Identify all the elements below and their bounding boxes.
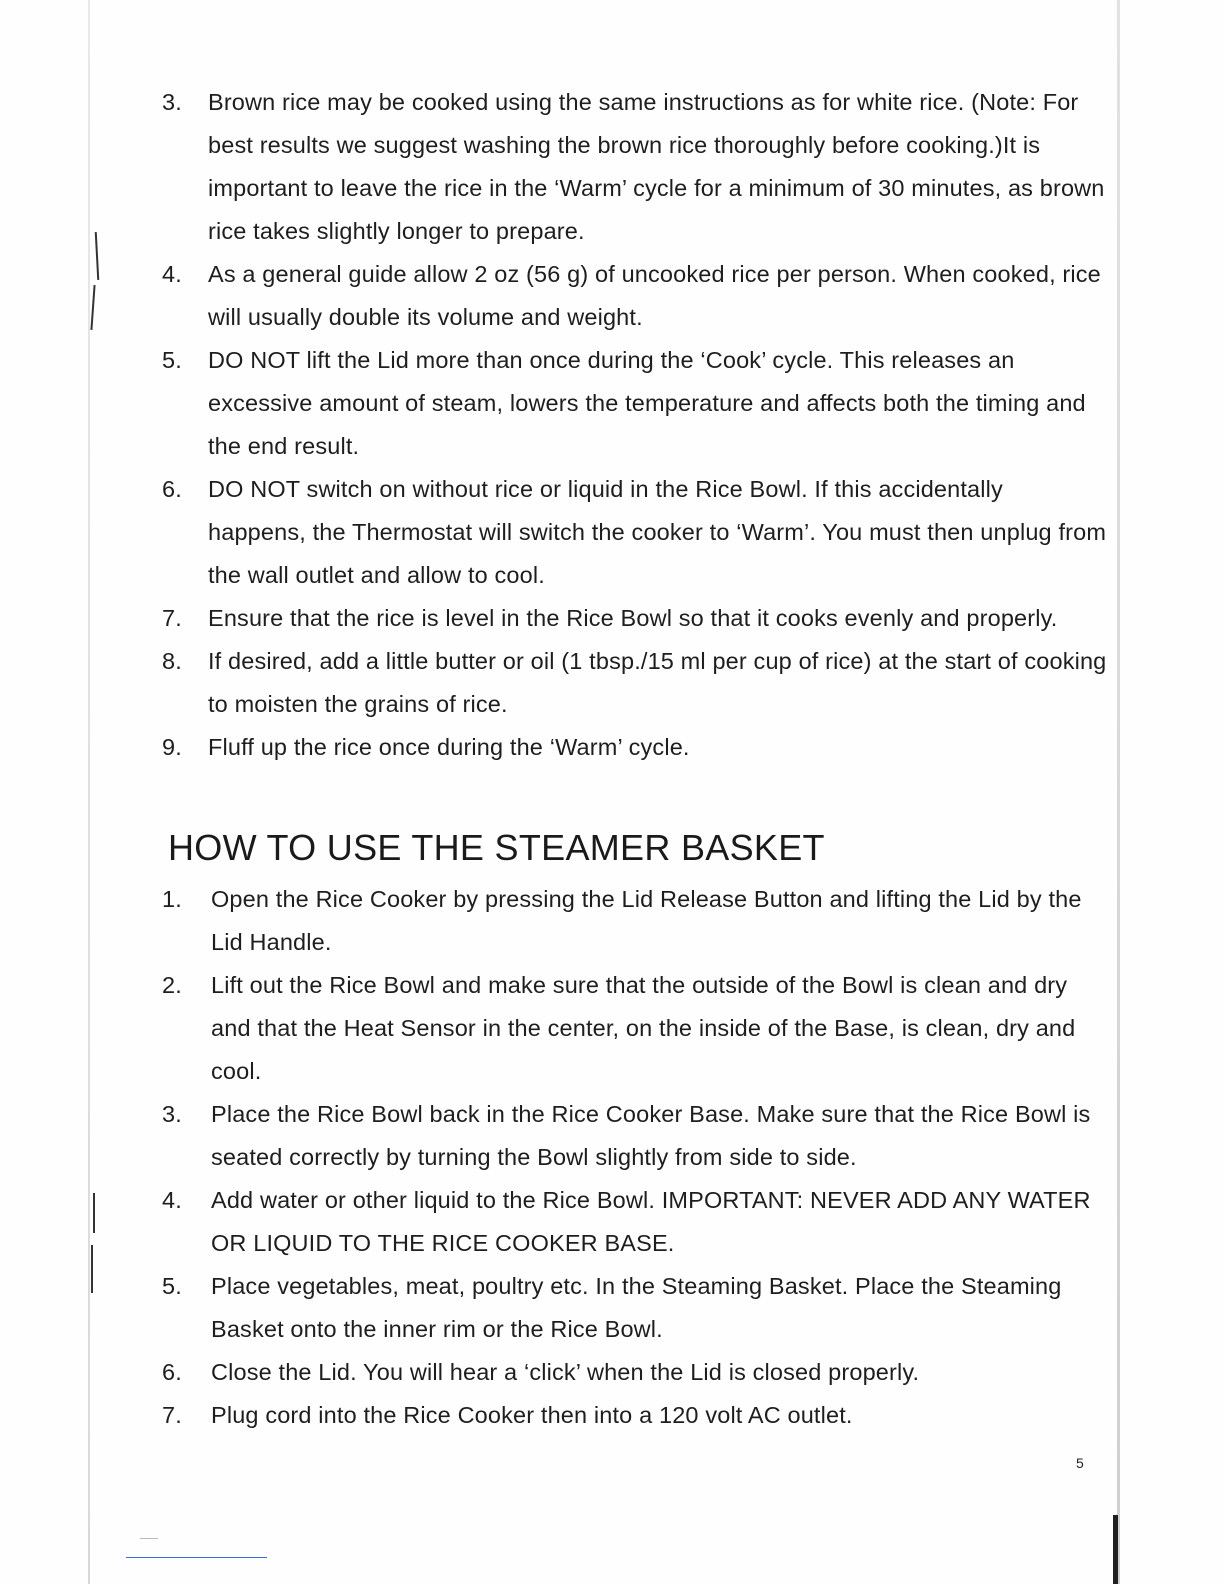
item-text: Brown rice may be cooked using the same instructions as for white rice. (Note: For best results we suggest washing the brown rice thoroughly before cooking.)It is important to leave the rice in the ‘Warm’ cycle for a minimum of 30 minutes, as brown rice takes slightly longer to prepare. <box>208 89 1105 244</box>
binding-mark <box>91 1245 93 1293</box>
list-item <box>162 878 1107 964</box>
list-item <box>162 1351 1107 1394</box>
list-item <box>162 468 1107 597</box>
list-item <box>162 726 1107 769</box>
item-number: 5. <box>162 1273 182 1299</box>
item-text: DO NOT switch on without rice or liquid in the Rice Bowl. If this accidentally happens, the Thermostat will switch the cooker to ‘Warm’. You must then unplug from the wall outlet and allow to cool. <box>208 476 1107 588</box>
item-number: 3. <box>162 89 182 115</box>
binding-mark <box>93 1193 95 1233</box>
item-text: Close the Lid. You will hear a ‘click’ when the Lid is closed properly. <box>211 1359 920 1385</box>
item-text: DO NOT lift the Lid more than once during the ‘Cook’ cycle. This releases an excessive amount of steam, lowers the temperature and affects both the timing and the end result. <box>208 347 1086 459</box>
item-text: Lift out the Rice Bowl and make sure that the outside of the Bowl is clean and dry and that the Heat Sensor in the center, on the inside of the Base, is clean, dry and cool. <box>211 972 1076 1084</box>
item-number: 9. <box>162 734 182 760</box>
item-number: 4. <box>162 261 182 287</box>
item-number: 2. <box>162 972 182 998</box>
item-text: Place the Rice Bowl back in the Rice Cooker Base. Make sure that the Rice Bowl is seated correctly by turning the Bowl slightly from side to side. <box>211 1101 1091 1170</box>
list-item <box>162 1093 1107 1179</box>
item-text: Open the Rice Cooker by pressing the Lid Release Button and lifting the Lid by the Lid Handle. <box>211 886 1082 955</box>
list-item <box>162 964 1107 1093</box>
scan-artifact <box>140 1538 158 1539</box>
scan-edge-right <box>1117 0 1120 1584</box>
item-number: 7. <box>162 1402 182 1428</box>
item-number: 6. <box>162 476 182 502</box>
rice-tips-list <box>162 81 1107 769</box>
list-item <box>162 1179 1107 1265</box>
item-text: Ensure that the rice is level in the Rice Bowl so that it cooks evenly and properly. <box>208 605 1058 631</box>
page-number: 5 <box>1076 1455 1084 1471</box>
item-number: 1. <box>162 886 182 912</box>
item-text: As a general guide allow 2 oz (56 g) of uncooked rice per person. When cooked, rice will usually double its volume and weight. <box>208 261 1101 330</box>
list-item <box>162 640 1107 726</box>
scan-edge-shadow <box>1113 1515 1118 1584</box>
item-text: Place vegetables, meat, poultry etc. In the Steaming Basket. Place the Steaming Basket onto the inner rim or the Rice Bowl. <box>211 1273 1062 1342</box>
list-item <box>162 253 1107 339</box>
list-item <box>162 597 1107 640</box>
list-item <box>162 339 1107 468</box>
item-text: Fluff up the rice once during the ‘Warm’ cycle. <box>208 734 690 760</box>
item-number: 4. <box>162 1187 182 1213</box>
item-text: If desired, add a little butter or oil (1 tbsp./15 ml per cup of rice) at the start of cooking to moisten the grains of rice. <box>208 648 1107 717</box>
steamer-steps-list <box>162 878 1107 1437</box>
list-item <box>162 81 1107 253</box>
item-text: Plug cord into the Rice Cooker then into a 120 volt AC outlet. <box>211 1402 853 1428</box>
item-number: 7. <box>162 605 182 631</box>
section-heading: HOW TO USE THE STEAMER BASKET <box>168 827 825 868</box>
scan-artifact-line <box>126 1557 267 1558</box>
item-text: Add water or other liquid to the Rice Bowl. IMPORTANT: NEVER ADD ANY WATER OR LIQUID TO THE RICE COOKER BASE. <box>211 1187 1091 1256</box>
binding-mark <box>95 232 100 280</box>
list-item <box>162 1265 1107 1351</box>
scan-edge-left <box>88 0 90 1584</box>
item-number: 5. <box>162 347 182 373</box>
item-number: 6. <box>162 1359 182 1385</box>
item-number: 3. <box>162 1101 182 1127</box>
item-number: 8. <box>162 648 182 674</box>
list-item <box>162 1394 1107 1437</box>
binding-mark <box>90 285 95 330</box>
